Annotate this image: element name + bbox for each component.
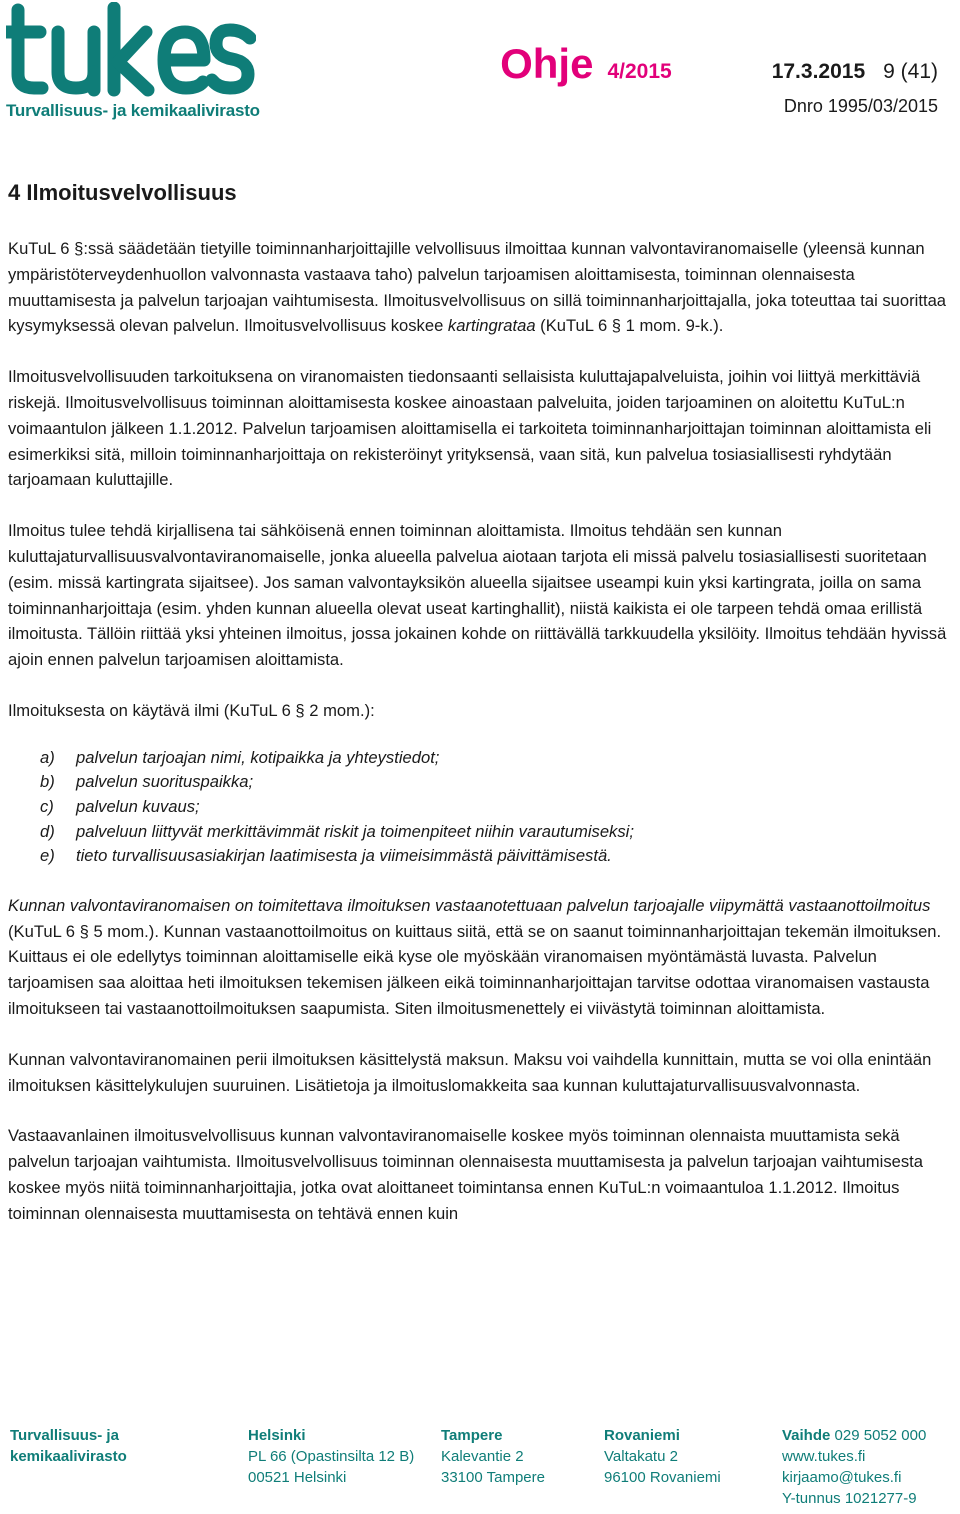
footer-phone-number[interactable]: 029 5052 000: [834, 1427, 927, 1444]
requirements-list: [40, 746, 956, 869]
footer-helsinki: [248, 1425, 414, 1488]
list-item: [40, 844, 956, 869]
list-marker: a): [40, 747, 55, 767]
logo-tagline: Turvallisuus- ja kemikaalivirasto: [6, 101, 260, 120]
tukes-logo-graphic: [6, 2, 256, 100]
list-item: [40, 746, 956, 771]
paragraph-4-italic: Kunnan valvontaviranomaisen on toimitettava ilmoituksen vastaanotettuaan palvelun tarjoajalle viipymättä vastaanottoilmoitus: [8, 895, 931, 915]
footer-org: [10, 1425, 127, 1467]
footer-org-line2: kemikaalivirasto: [10, 1448, 127, 1465]
paragraph-4: [8, 893, 956, 1022]
footer-website-link[interactable]: www.tukes.fi: [782, 1448, 866, 1465]
footer-helsinki-addr1: PL 66 (Opastinsilta 12 B): [248, 1448, 415, 1465]
section-title: 4 Ilmoitusvelvollisuus: [8, 180, 237, 205]
paragraph-2: Ilmoitusvelvollisuuden tarkoituksena on viranomaisten tiedonsaanti sellaisista kuluttajapalveluista, joihin voi liittyä merkittäviä riskejä. Ilmoitusvelvollisuus toiminnan aloittamisesta koskee ainoastaan palveluita, joiden tarjoaminen on aloitettu KuTuL:n voimaantulon jälkeen 1.1.2012. Palvelun tarjoamisen aloittamisella ei tarkoiteta toiminnanharjoittajan toiminnan aloittamista eli esimerkiksi sitä, milloin toiminnanharjoittaja on rekisteröinyt yrityksensä, vaan sitä, kun palvelua tosiasiallisesti ryhdytään tarjoamaan kuluttajille.: [8, 367, 932, 490]
footer-phone-label: Vaihde: [782, 1427, 831, 1444]
list-item-text: palvelun tarjoajan nimi, kotipaikka ja yhteystiedot;: [76, 747, 440, 767]
page-number: 9 (41): [883, 60, 938, 83]
footer-tampere-addr1: Kalevantie 2: [441, 1448, 524, 1465]
footer-email-link[interactable]: kirjaamo@tukes.fi: [782, 1469, 902, 1486]
footer-rovaniemi: [604, 1425, 721, 1488]
footer-tampere: [441, 1425, 545, 1488]
list-marker: e): [40, 846, 55, 866]
list-marker: d): [40, 821, 55, 841]
footer-rovaniemi-title: Rovaniemi: [604, 1427, 680, 1444]
list-item-text: palvelun suorituspaikka;: [76, 772, 254, 792]
paragraph-1: [8, 236, 956, 339]
paragraph-6: Vastaavanlainen ilmoitusvelvollisuus kunnan valvontaviranomaiselle koskee myös toiminnan olennaista muuttamista sekä palvelun tarjoajan vaihtumista. Ilmoitusvelvollisuus toiminnan olennaisesta muuttamisesta ja palvelun tarjoajan vaihtumisesta koskee myös niitä toiminnanharjoittajia, jotka ovat aloittaneet toimintansa ennen KuTuL:n voimaantuloa 1.1.2012. Ilmoitus toiminnan olennaisesta muuttamisesta on tehtävä ennen kuin: [8, 1126, 923, 1223]
footer-rovaniemi-addr2: 96100 Rovaniemi: [604, 1469, 721, 1486]
list-item: [40, 820, 956, 845]
list-marker: b): [40, 772, 55, 792]
list-marker: c): [40, 796, 54, 816]
list-item: [40, 770, 956, 795]
footer-business-id: Y-tunnus 1021277-9: [782, 1490, 917, 1507]
doc-type: Ohje: [500, 40, 594, 87]
dnro: Dnro 1995/03/2015: [783, 96, 938, 116]
footer-contact: [782, 1425, 926, 1509]
doc-number: 4/2015: [607, 60, 672, 83]
doc-date: 17.3.2015: [771, 60, 866, 83]
list-item-text: palvelun kuvaus;: [76, 796, 200, 816]
document-header: [500, 40, 938, 117]
paragraph-1-italic: kartingrataa: [447, 316, 536, 336]
tukes-logo: [6, 2, 260, 124]
list-intro: Ilmoituksesta on käytävä ilmi (KuTuL 6 § 2 mom.):: [8, 700, 375, 720]
footer-helsinki-addr2: 00521 Helsinki: [248, 1469, 347, 1486]
paragraph-1-text: KuTuL 6 §:ssä säädetään tietyille toiminnanharjoittajille velvollisuus ilmoittaa kunnan valvontaviranomaiselle (yleensä kunnan ympäristöterveydenhuollon valvonnasta vastaava taho) palvelun tarjoamisen aloittamisesta, toiminnan olennaisesta muuttamisesta ja palvelun tarjoajan vaihtumisesta. Ilmoitusvelvollisuus on sillä toiminnanharjoittajalla, joka toteuttaa tai suorittaa kysymyksessä olevan palvelun. Ilmoitusvelvollisuus koskee: [8, 239, 947, 336]
footer-tampere-title: Tampere: [441, 1427, 503, 1444]
paragraph-5: Kunnan valvontaviranomainen perii ilmoituksen käsittelystä maksun. Maksu voi vaihdella kunnittain, mutta se voi olla enintään ilmoituksen käsittelykulujen suuruinen. Lisätietoja ja ilmoituslomakkeita saa kunnan kuluttajaturvallisuusvalvonnasta.: [8, 1049, 932, 1095]
footer-rovaniemi-addr1: Valtakatu 2: [604, 1448, 678, 1465]
document-body: [8, 178, 956, 1251]
list-item: [40, 795, 956, 820]
list-item-text: tieto turvallisuusasiakirjan laatimisesta ja viimeisimmästä päivittämisestä.: [76, 846, 612, 866]
paragraph-1-tail: (KuTuL 6 § 1 mom. 9-k.).: [535, 316, 724, 336]
paragraph-3: Ilmoitus tulee tehdä kirjallisena tai sähköisenä ennen toiminnan aloittamista. Ilmoitus tehdään sen kunnan kuluttajaturvallisuusvalvontaviranomaiselle, jonka alueella palvelua aiotaan tarjota eli missä palvelu tosiasiallisesti suoritetaan (esim. missä kartingrata sijaitsee). Jos saman valvontayksikön alueella sijaitsee useampi kuin yksi kartingrata, joilla on sama toiminnanharjoittaja (esim. yhden kunnan alueella olevat useat kartinghallit), niistä kaikista ei ole tarpeen tehdä omaa erillistä ilmoitusta. Tällöin riittää yksi yhteinen ilmoitus, jossa jokainen kohde on riittävällä tarkkuudella yksilöity. Ilmoitus tehdään hyvissä ajoin ennen palvelun tarjoamisen aloittamista.: [8, 521, 947, 670]
paragraph-4-rest: (KuTuL 6 § 5 mom.). Kunnan vastaanottoilmoitus on kuittaus siitä, että se on saanut toiminnanharjoittajan tekemän ilmoituksen. Kuittaus ei ole edellytys toiminnan aloittamiselle eikä kyse ole myöskään viranomaisen myöntämästä luvasta. Palvelun tarjoamisen saa aloittaa heti ilmoituksen tekemisen jälkeen eikä toiminnanharjoittajan tarvitse odottaa viranomaisen vastausta ilmoitukseen tai vastaanottoilmoituksen saapumista. Siten ilmoitusmenettely ei viivästytä toiminnan aloittamista.: [8, 921, 942, 1018]
footer-helsinki-title: Helsinki: [248, 1427, 306, 1444]
list-item-text: palveluun liittyvät merkittävimmät riskit ja toimenpiteet niihin varautumiseksi;: [76, 821, 634, 841]
footer-tampere-addr2: 33100 Tampere: [441, 1469, 545, 1486]
footer-org-line1: Turvallisuus- ja: [10, 1427, 119, 1444]
